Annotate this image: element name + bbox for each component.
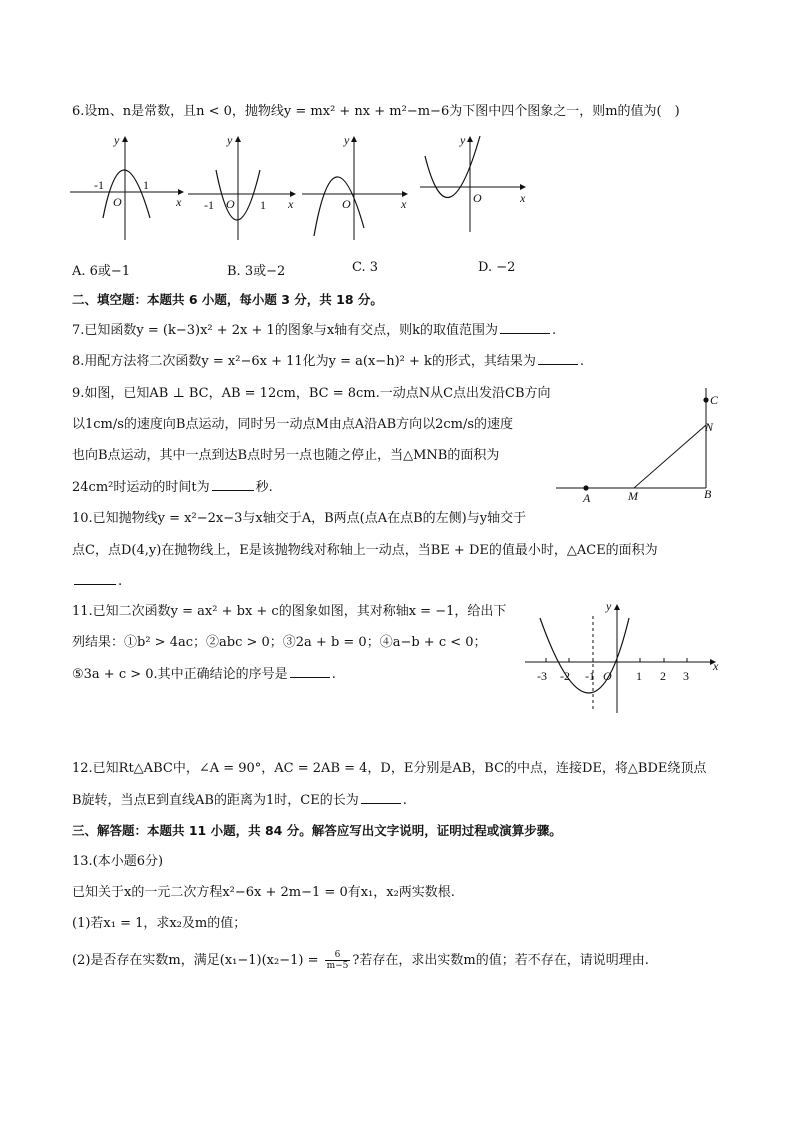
- q9-line-4: [72, 478, 273, 497]
- answer-blank: [212, 478, 254, 491]
- point-B-label: B: [704, 487, 712, 501]
- point-N-label: N: [705, 420, 714, 434]
- tick-label: -1: [585, 669, 595, 683]
- tick-label: 2: [660, 669, 666, 683]
- origin-label: O: [342, 197, 351, 211]
- tick-label: -3: [537, 669, 547, 683]
- q11-figure: [525, 598, 725, 718]
- q11-line-2: 列结果：①b² > 4ac；②abc > 0；③2a + b = 0；④a−b + c < 0；: [72, 635, 487, 650]
- tick-label: 1: [636, 669, 642, 683]
- q7: 7.已知函数y = (k−3)x² + 2x + 1的图象与x轴有交点，则k的取值范围为 .: [72, 323, 557, 338]
- q6-option-d: D. −2: [478, 260, 516, 275]
- q12-line-1: 12.已知Rt△ABC中，∠A = 90°，AC = 2AB = 4，D，E分别是AB，BC的中点，连接DE，将△BDE绕顶点: [72, 761, 707, 776]
- q11-line-3: ⑤3a + c > 0.其中正确结论的序号是 .: [72, 667, 336, 682]
- q9-line-3: 也向B点运动，其中一点到达B点时另一点也随之停止，当△MNB的面积为: [72, 448, 500, 463]
- q6-option-b: B. 3或−2: [227, 264, 286, 279]
- q10-line-1: 10.已知抛物线y = x²−2x−3与x轴交于A，B两点(点A在点B的左侧)与y轴交于: [72, 511, 527, 526]
- tick-1: 1: [260, 198, 266, 212]
- y-axis-label: y: [114, 133, 120, 147]
- q8: 8.用配方法将二次函数y = x²−6x + 11化为y = a(x−h)² + k的形式，其结果为 .: [72, 354, 585, 369]
- q13-line-2: (1)若x₁ = 1，求x₂及m的值；: [72, 916, 247, 931]
- answer-blank: [74, 572, 116, 585]
- point-A-label: A: [583, 491, 591, 505]
- tick-1: 1: [143, 178, 149, 192]
- tick-label: -2: [560, 669, 570, 683]
- q13-line-3b: ?若存在，求出实数m的值；若不存在，请说明理由.: [352, 953, 649, 968]
- q12-line-2: B旋转，当点E到直线AB的距离为1时，CE的长为 .: [72, 793, 407, 808]
- y-axis-label: y: [344, 133, 350, 147]
- fraction-denominator: m−5: [326, 961, 349, 971]
- section-2-header: 二、填空题：本题共 6 小题，每小题 3 分，共 18 分。: [72, 292, 383, 307]
- q9-line-2: 以1cm/s的速度向B点运动，同时另一动点M由点A沿AB方向以2cm/s的速度: [72, 417, 514, 432]
- q10-line-2: 点C，点D(4,y)在抛物线上，E是该抛物线对称轴上一动点，当BE + DE的值最小时，△ACE的面积为: [72, 543, 658, 558]
- q13-line-3a: (2)是否存在实数m，满足(x₁−1)(x₂−1) =: [72, 953, 319, 968]
- q11-line-1: 11.已知二次函数y = ax² + bx + c的图象如图，其对称轴x = −1，给出下: [72, 604, 507, 619]
- q6-option-c: C. 3: [352, 260, 379, 275]
- answer-blank: [500, 321, 550, 334]
- point-C-label: C: [710, 393, 719, 407]
- q8-text: 8.用配方法将二次函数y = x²−6x + 11化为y = a(x−h)² + k的形式，其结果为: [72, 354, 536, 369]
- origin-label: O: [113, 195, 122, 209]
- answer-blank: [290, 665, 330, 678]
- x-axis-label: x: [520, 191, 526, 205]
- y-axis-label: y: [227, 133, 233, 147]
- q7-text: 7.已知函数y = (k−3)x² + 2x + 1的图象与x轴有交点，则k的取值范围为: [72, 323, 499, 338]
- q9-line-4b: 秒.: [255, 480, 273, 495]
- q6-graph-a: [70, 132, 185, 244]
- q6-graph-c: [302, 132, 417, 244]
- y-axis-label: y: [460, 133, 466, 147]
- q13-line-3: [72, 950, 649, 971]
- q6-option-a: A. 6或−1: [72, 264, 131, 279]
- answer-blank: [538, 352, 578, 365]
- y-axis-label: y: [606, 599, 612, 613]
- q9-line-4a: 24cm²时运动的时间t为: [72, 480, 210, 495]
- tick-neg1: -1: [204, 198, 214, 212]
- origin-label: O: [473, 191, 482, 205]
- q6-graph-b: [188, 132, 303, 244]
- section-3-header: 三、解答题：本题共 11 小题，共 84 分。解答应写出文字说明，证明过程或演算步骤。: [72, 823, 562, 838]
- x-axis-label: x: [401, 197, 407, 211]
- q9-figure: [556, 380, 726, 510]
- fraction: [325, 950, 351, 971]
- q10-line-3: .: [72, 572, 122, 591]
- origin-label: O: [226, 197, 235, 211]
- origin-label: O: [603, 669, 612, 683]
- q6-stem: 6.设m、n是常数，且n < 0，抛物线y = mx² + nx + m²−m−6为下图中四个图象之一，则m的值为( ): [72, 104, 680, 119]
- q13-title: 13.(本小题6分): [72, 854, 164, 869]
- tick-neg1: -1: [94, 178, 104, 192]
- q13-line-1: 已知关于x的一元二次方程x²−6x + 2m−1 = 0有x₁，x₂两实数根.: [72, 885, 455, 900]
- x-axis-label: x: [176, 195, 182, 209]
- point-M-label: M: [628, 489, 638, 503]
- q6-graph-d: [420, 132, 535, 244]
- x-axis-label: x: [713, 659, 719, 673]
- fraction-numerator: 6: [325, 950, 351, 961]
- q11-line-3-text: ⑤3a + c > 0.其中正确结论的序号是: [72, 667, 288, 682]
- answer-blank: [361, 791, 401, 804]
- q12-line-2-text: B旋转，当点E到直线AB的距离为1时，CE的长为: [72, 793, 359, 808]
- x-axis-label: x: [288, 197, 294, 211]
- tick-label: 3: [683, 669, 689, 683]
- q9-line-1: 9.如图，已知AB ⊥ BC，AB = 12cm，BC = 8cm.一动点N从C点出发沿CB方向: [72, 386, 551, 401]
